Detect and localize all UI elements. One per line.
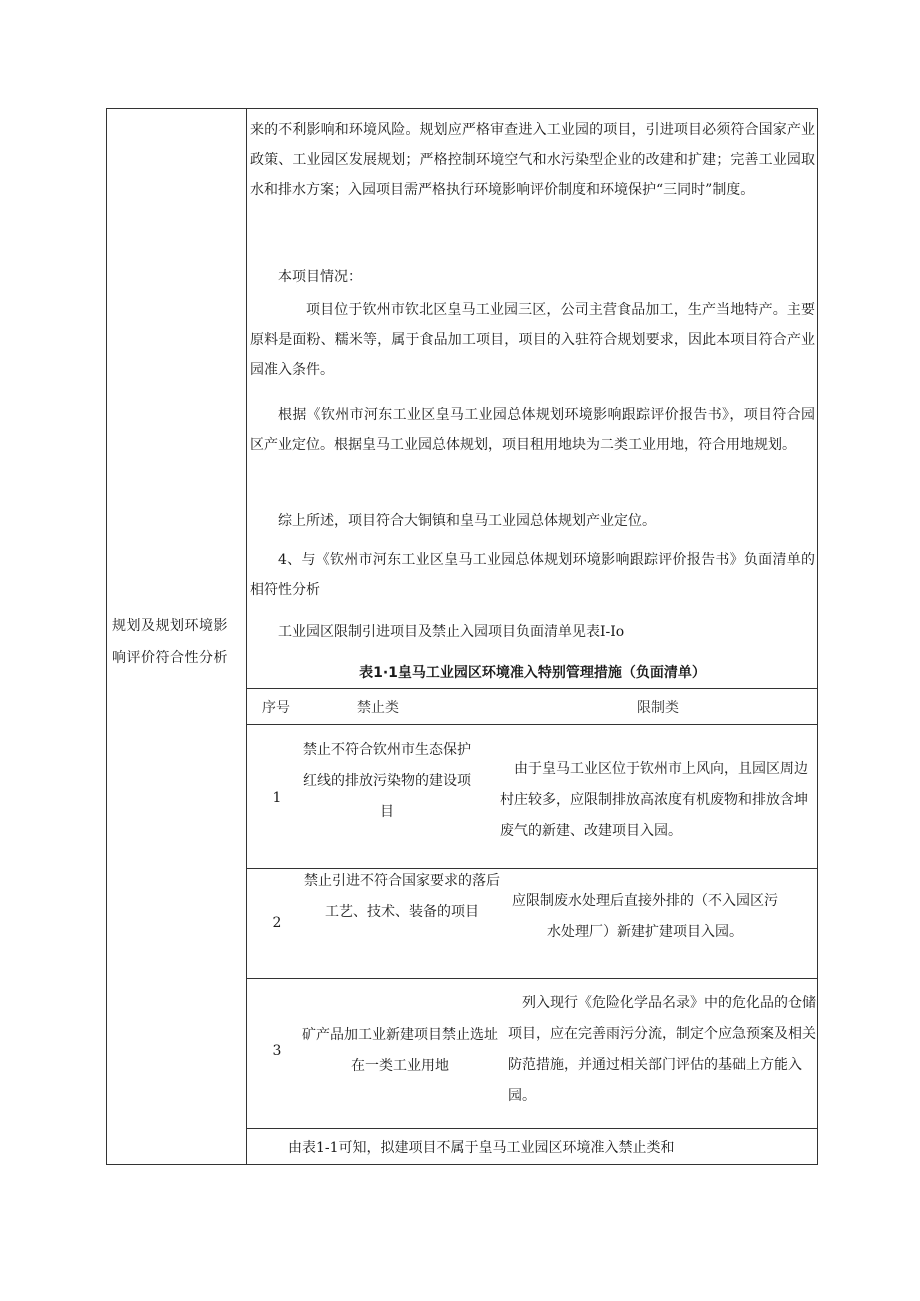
header-limit: 限制类 bbox=[637, 700, 679, 716]
row-2-limit: 应限制废水处理后直接外排的（不入园区污水处理厂）新建扩建项目入园。 bbox=[512, 893, 778, 940]
paragraph-negative-list-heading: 4、与《钦州市河东工业区皇马工业园总体规划环境影响跟踪评价报告书》负面清单的相符性分析 bbox=[250, 552, 815, 598]
table-caption: 表1·1皇马工业园区环境准入特别管理措施（负面清单） bbox=[359, 665, 706, 681]
header-no: 序号 bbox=[262, 700, 290, 716]
row-3-ban: 矿产品加工业新建项目禁止选址在一类工业用地 bbox=[302, 1027, 498, 1074]
table-top-border bbox=[246, 688, 818, 689]
row-3-limit: 列入现行《危险化学品名录》中的危化品的仓储项目，应在完善雨污分流，制定个应急预案及相关防范措施，并通过相关部门评估的基础上方能入园。 bbox=[508, 995, 816, 1104]
paragraph-project-heading: 本项目情况： bbox=[278, 269, 362, 285]
row-2-no: 2 bbox=[272, 915, 282, 931]
header-ban: 禁止类 bbox=[357, 700, 399, 716]
row-label: 规划及规划环境影响评价符合性分析 bbox=[112, 618, 228, 666]
paragraph-risk: 来的不利影响和环境风险。规划应严格审查进入工业园的项目，引进项目必须符合国家产业政策、工业园区发展规划；严格控制环境空气和水污染型企业的改建和扩建；完善工业园取水和排水方案；入园项目需严格执行环境影响评价制度和环境保护“三同时”制度。 bbox=[250, 122, 815, 198]
row-1-no: 1 bbox=[272, 790, 282, 806]
row-1-ban: 禁止不符合钦州市生态保护红线的排放污染物的建设项目 bbox=[303, 742, 471, 820]
row-3-no: 3 bbox=[272, 1043, 282, 1059]
paragraph-project-location: 项目位于钦州市钦北区皇马工业园三区，公司主营食品加工，生产当地特产。主要原料是面粉、糯米等，属于食品加工项目，项目的入驻符合规划要求，因此本项目符合产业园准入条件。 bbox=[250, 302, 815, 378]
table-row-border bbox=[246, 978, 818, 979]
footer-paragraph: 由表1-1可知，拟建项目不属于皇马工业园区环境准入禁止类和 bbox=[288, 1140, 675, 1156]
column-divider bbox=[246, 108, 247, 1165]
table-bottom-border bbox=[246, 1128, 818, 1129]
table-header-border bbox=[246, 724, 818, 725]
paragraph-table-ref: 工业园区限制引进项目及禁止入园项目负面清单见表I-Io bbox=[278, 624, 625, 640]
paragraph-planning-report: 根据《钦州市河东工业区皇马工业园总体规划环境影响跟踪评价报告书》，项目符合园区产业定位。根据皇马工业园总体规划，项目租用地块为二类工业用地，符合用地规划。 bbox=[250, 407, 815, 453]
paragraph-summary: 综上所述，项目符合大铜镇和皇马工业园总体规划产业定位。 bbox=[278, 513, 656, 529]
row-2-ban: 禁止引进不符合国家要求的落后工艺、技术、装备的项目 bbox=[304, 873, 500, 920]
row-1-limit: 由于皇马工业区位于钦州市上风向，且园区周边村庄较多，应限制排放高浓度有机废物和排放含坤废气的新建、改建项目入园。 bbox=[500, 761, 808, 839]
